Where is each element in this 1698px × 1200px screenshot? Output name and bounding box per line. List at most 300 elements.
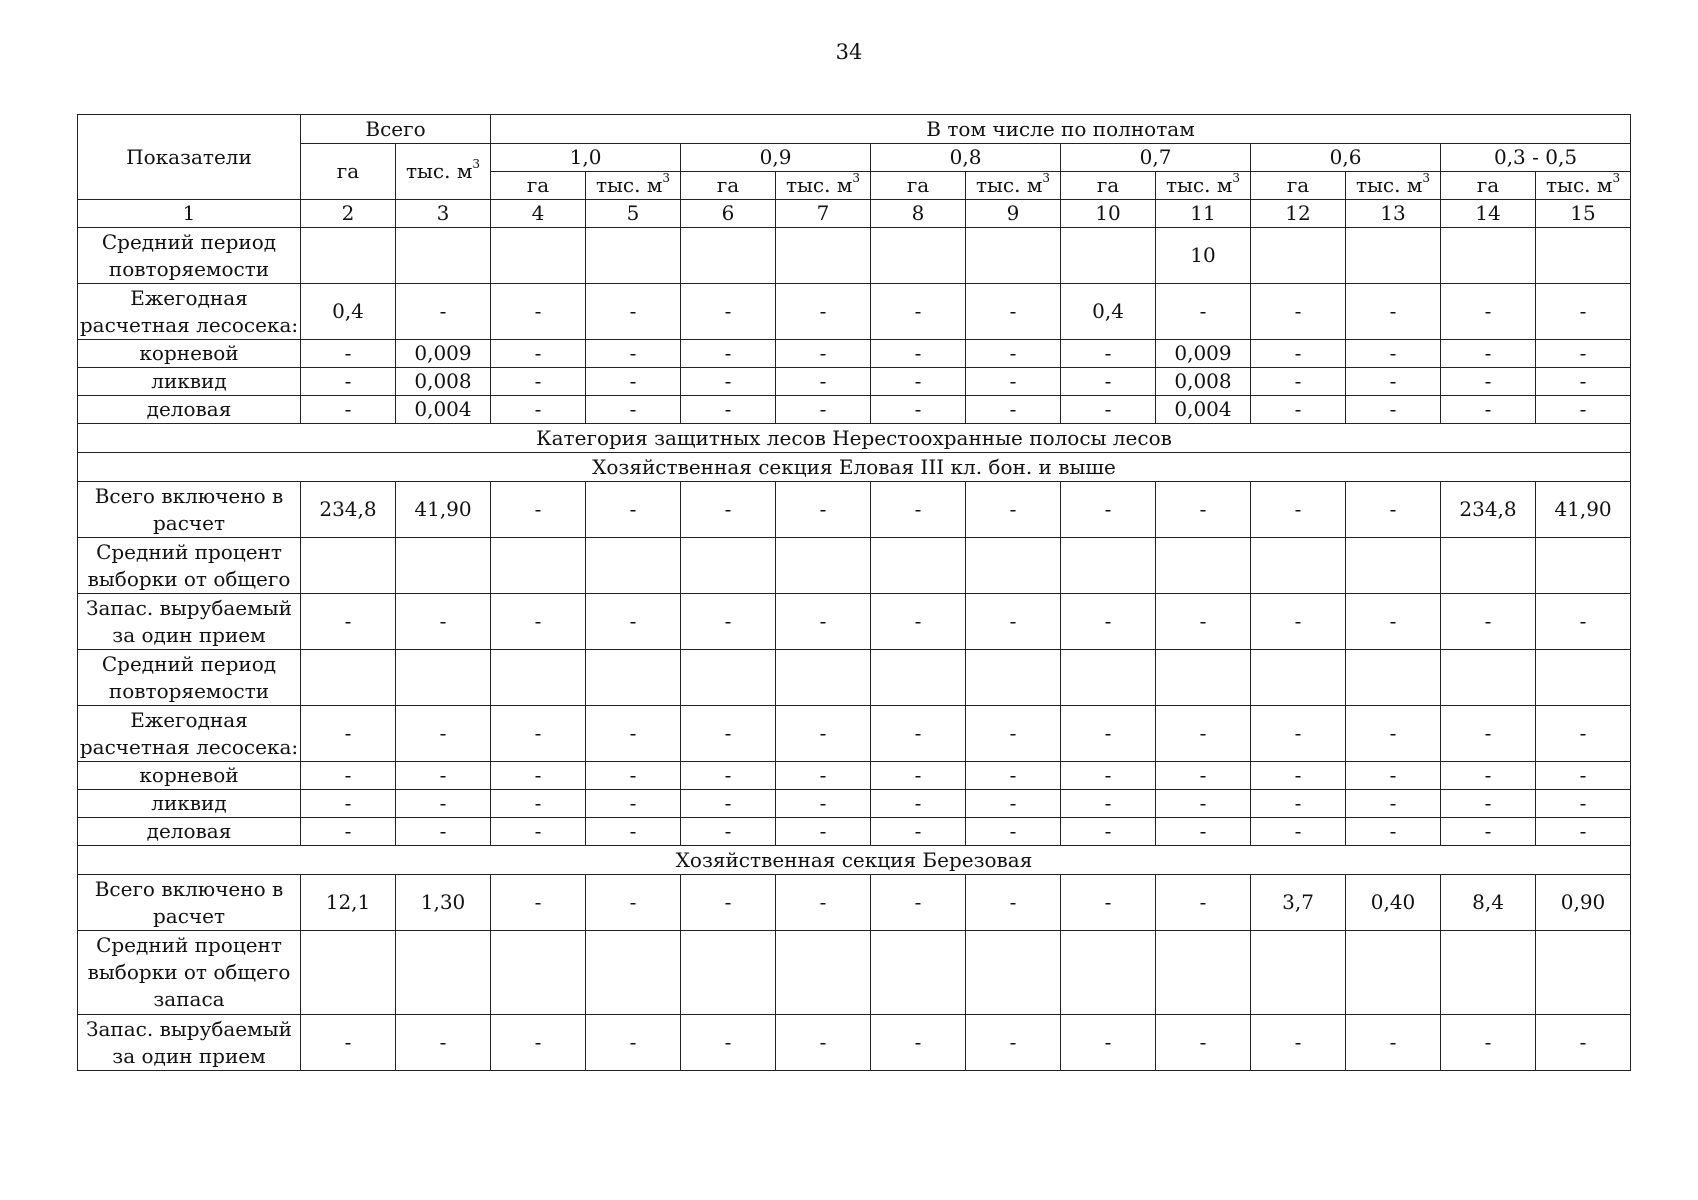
- table-cell: [1346, 931, 1441, 1015]
- table-cell: -: [871, 368, 966, 396]
- table-cell: -: [1251, 818, 1346, 846]
- table-cell: -: [776, 340, 871, 368]
- column-number: 2: [301, 200, 396, 228]
- table-cell: -: [776, 482, 871, 538]
- table-cell: -: [966, 594, 1061, 650]
- table-cell: -: [301, 1015, 396, 1071]
- table-cell: [586, 538, 681, 594]
- table-cell: -: [1536, 368, 1631, 396]
- table-cell: 234,8: [301, 482, 396, 538]
- table-cell: 1,30: [396, 875, 491, 931]
- header-total-ha: га: [301, 144, 396, 200]
- column-number: 11: [1156, 200, 1251, 228]
- table-cell: -: [966, 482, 1061, 538]
- row-label: Всего включено в расчет: [78, 482, 301, 538]
- header-density-ha: га: [1061, 172, 1156, 200]
- table-cell: -: [491, 594, 586, 650]
- table-cell: -: [491, 396, 586, 424]
- table-cell: -: [1251, 706, 1346, 762]
- table-cell: [871, 931, 966, 1015]
- table-cell: -: [301, 396, 396, 424]
- table-cell: -: [301, 818, 396, 846]
- table-cell: -: [491, 762, 586, 790]
- table-cell: -: [1441, 368, 1536, 396]
- table-cell: -: [966, 818, 1061, 846]
- table-cell: -: [776, 706, 871, 762]
- table-cell: -: [1156, 706, 1251, 762]
- table-cell: -: [586, 818, 681, 846]
- column-number: 7: [776, 200, 871, 228]
- table-cell: -: [396, 790, 491, 818]
- table-cell: [1061, 228, 1156, 284]
- table-cell: -: [301, 594, 396, 650]
- table-cell: 0,4: [1061, 284, 1156, 340]
- section-header-row: [78, 453, 1631, 482]
- table-cell: -: [871, 284, 966, 340]
- table-cell: -: [586, 340, 681, 368]
- table-cell: -: [491, 706, 586, 762]
- table-cell: -: [301, 762, 396, 790]
- row-label: ликвид: [78, 790, 301, 818]
- header-density-thous: [966, 172, 1061, 200]
- table-cell: [1536, 931, 1631, 1015]
- row-label: Всего включено в расчет: [78, 875, 301, 931]
- table-cell: [1156, 931, 1251, 1015]
- table-cell: [966, 931, 1061, 1015]
- row-label: корневой: [78, 340, 301, 368]
- table-cell: -: [586, 790, 681, 818]
- unit-text: тыс. м: [1165, 173, 1233, 197]
- table-cell: [396, 931, 491, 1015]
- unit-sup: 3: [1232, 171, 1241, 186]
- table-cell: [491, 931, 586, 1015]
- table-cell: 41,90: [1536, 482, 1631, 538]
- table-cell: [871, 228, 966, 284]
- header-density-ha: га: [871, 172, 966, 200]
- table-cell: -: [1536, 790, 1631, 818]
- table-cell: -: [396, 762, 491, 790]
- column-number: 8: [871, 200, 966, 228]
- unit-text: тыс. м: [1545, 173, 1613, 197]
- table-cell: 0,90: [1536, 875, 1631, 931]
- table-row: [78, 284, 1631, 340]
- row-label: Средний период повторяемости: [78, 650, 301, 706]
- table-cell: -: [1346, 594, 1441, 650]
- table-cell: -: [681, 594, 776, 650]
- table-row: [78, 396, 1631, 424]
- unit-text: тыс. м: [1355, 173, 1423, 197]
- section-header-row: [78, 846, 1631, 875]
- table-cell: 234,8: [1441, 482, 1536, 538]
- table-cell: -: [1061, 762, 1156, 790]
- table-cell: 41,90: [396, 482, 491, 538]
- row-label: деловая: [78, 818, 301, 846]
- table-cell: [966, 228, 1061, 284]
- table-row: [78, 706, 1631, 762]
- unit-sup: 3: [1422, 171, 1431, 186]
- table-cell: [396, 650, 491, 706]
- table-cell: -: [1251, 368, 1346, 396]
- table-cell: -: [396, 706, 491, 762]
- table-cell: -: [966, 706, 1061, 762]
- table-cell: -: [1346, 368, 1441, 396]
- table-cell: 0,004: [1156, 396, 1251, 424]
- column-number: 15: [1536, 200, 1631, 228]
- table-row: [78, 818, 1631, 846]
- row-label: Средний период повторяемости: [78, 228, 301, 284]
- table-cell: [301, 650, 396, 706]
- unit-sup: 3: [1042, 171, 1051, 186]
- table-cell: -: [586, 762, 681, 790]
- table-cell: -: [586, 284, 681, 340]
- header-density-thous: [586, 172, 681, 200]
- table-cell: -: [681, 875, 776, 931]
- table-cell: -: [871, 594, 966, 650]
- table-cell: -: [871, 1015, 966, 1071]
- table-cell: -: [1536, 818, 1631, 846]
- table-cell: [966, 538, 1061, 594]
- row-label: Запас. вырубаемый за один прием: [78, 1015, 301, 1071]
- row-label: Ежегодная расчетная лесосека:: [78, 706, 301, 762]
- table-cell: -: [1346, 706, 1441, 762]
- table-cell: -: [776, 396, 871, 424]
- table-cell: -: [966, 875, 1061, 931]
- table-cell: -: [776, 368, 871, 396]
- table-cell: [1061, 931, 1156, 1015]
- table-cell: [1441, 538, 1536, 594]
- table-cell: -: [1346, 1015, 1441, 1071]
- table-cell: [681, 538, 776, 594]
- table-cell: -: [681, 1015, 776, 1071]
- table-cell: 0,008: [396, 368, 491, 396]
- table-cell: -: [776, 762, 871, 790]
- table-row: [78, 340, 1631, 368]
- table-cell: -: [1251, 284, 1346, 340]
- table-cell: -: [491, 875, 586, 931]
- table-cell: -: [301, 790, 396, 818]
- column-number: 10: [1061, 200, 1156, 228]
- table-cell: -: [1251, 762, 1346, 790]
- table-cell: [1156, 538, 1251, 594]
- column-number: 5: [586, 200, 681, 228]
- header-density: 0,7: [1061, 144, 1251, 172]
- table-cell: -: [1346, 762, 1441, 790]
- table-row: [78, 538, 1631, 594]
- table-cell: -: [1156, 482, 1251, 538]
- table-cell: [491, 650, 586, 706]
- table-cell: -: [491, 1015, 586, 1071]
- header-row-2: [78, 144, 1631, 172]
- table-cell: -: [776, 284, 871, 340]
- table-cell: -: [491, 482, 586, 538]
- header-density-thous: [1346, 172, 1441, 200]
- table-row: [78, 762, 1631, 790]
- table-cell: -: [586, 594, 681, 650]
- table-cell: -: [871, 790, 966, 818]
- table-cell: -: [586, 1015, 681, 1071]
- header-density-thous: [1536, 172, 1631, 200]
- table-cell: -: [1346, 396, 1441, 424]
- table-cell: [1251, 931, 1346, 1015]
- table-cell: [776, 228, 871, 284]
- table-cell: -: [1346, 482, 1441, 538]
- table-cell: [1061, 538, 1156, 594]
- table-cell: -: [681, 790, 776, 818]
- table-cell: -: [1251, 594, 1346, 650]
- table-cell: -: [491, 340, 586, 368]
- table-cell: [681, 650, 776, 706]
- column-number: 9: [966, 200, 1061, 228]
- table-cell: [776, 650, 871, 706]
- table-cell: -: [1441, 818, 1536, 846]
- table-cell: -: [491, 818, 586, 846]
- table-cell: -: [1061, 368, 1156, 396]
- header-total-thous: [396, 144, 491, 200]
- table-cell: -: [396, 594, 491, 650]
- table-cell: -: [1536, 706, 1631, 762]
- table-cell: -: [1061, 396, 1156, 424]
- table-cell: -: [1156, 594, 1251, 650]
- table-cell: [1346, 650, 1441, 706]
- table-cell: [1251, 538, 1346, 594]
- unit-text: тыс. м: [405, 159, 473, 183]
- row-label: Средний процент выборки от общего запаса: [78, 931, 301, 1015]
- row-label: Запас. вырубаемый за один прием: [78, 594, 301, 650]
- table-cell: -: [1441, 762, 1536, 790]
- table-cell: -: [966, 340, 1061, 368]
- unit-sup: 3: [852, 171, 861, 186]
- table-cell: [586, 650, 681, 706]
- table-cell: -: [871, 875, 966, 931]
- header-by-density: В том числе по полнотам: [491, 115, 1631, 144]
- table-cell: -: [1536, 396, 1631, 424]
- table-cell: [776, 538, 871, 594]
- table-cell: -: [966, 396, 1061, 424]
- table-cell: [1156, 650, 1251, 706]
- table-cell: [396, 228, 491, 284]
- row-label: Ежегодная расчетная лесосека:: [78, 284, 301, 340]
- table-cell: -: [1441, 396, 1536, 424]
- column-number: 3: [396, 200, 491, 228]
- column-number: 14: [1441, 200, 1536, 228]
- column-number-row: [78, 200, 1631, 228]
- unit-text: тыс. м: [785, 173, 853, 197]
- table-cell: [396, 538, 491, 594]
- table-cell: -: [1441, 340, 1536, 368]
- table-cell: -: [586, 482, 681, 538]
- table-cell: -: [1441, 790, 1536, 818]
- header-density: 0,3 - 0,5: [1441, 144, 1631, 172]
- row-label: ликвид: [78, 368, 301, 396]
- table-cell: -: [491, 284, 586, 340]
- row-label: деловая: [78, 396, 301, 424]
- table-cell: -: [1346, 790, 1441, 818]
- table-cell: [966, 650, 1061, 706]
- section-title: Категория защитных лесов Нерестоохранные полосы лесов: [78, 424, 1631, 453]
- header-density: 0,9: [681, 144, 871, 172]
- section-title: Хозяйственная секция Еловая III кл. бон. и выше: [78, 453, 1631, 482]
- table-cell: -: [776, 1015, 871, 1071]
- table-cell: -: [1536, 340, 1631, 368]
- table-cell: -: [776, 818, 871, 846]
- table-cell: 8,4: [1441, 875, 1536, 931]
- table-cell: -: [1061, 790, 1156, 818]
- unit-sup: 3: [1612, 171, 1621, 186]
- table-cell: 3,7: [1251, 875, 1346, 931]
- table-cell: [491, 228, 586, 284]
- table-row: [78, 594, 1631, 650]
- table-cell: -: [871, 396, 966, 424]
- table-cell: 0,40: [1346, 875, 1441, 931]
- table-cell: -: [681, 818, 776, 846]
- header-density-thous: [776, 172, 871, 200]
- table-cell: -: [1061, 482, 1156, 538]
- table-cell: 0,008: [1156, 368, 1251, 396]
- table-cell: [1536, 650, 1631, 706]
- table-cell: 12,1: [301, 875, 396, 931]
- table-cell: [871, 538, 966, 594]
- table-cell: [491, 538, 586, 594]
- table-cell: -: [491, 368, 586, 396]
- section-title: Хозяйственная секция Березовая: [78, 846, 1631, 875]
- table-cell: -: [1441, 1015, 1536, 1071]
- table-cell: [301, 931, 396, 1015]
- table-cell: [1536, 538, 1631, 594]
- table-row: [78, 875, 1631, 931]
- table-cell: -: [491, 790, 586, 818]
- table-cell: -: [1346, 818, 1441, 846]
- table-cell: -: [586, 396, 681, 424]
- table-cell: [871, 650, 966, 706]
- table-cell: -: [1061, 340, 1156, 368]
- table-cell: 0,004: [396, 396, 491, 424]
- table-cell: -: [776, 594, 871, 650]
- table-cell: -: [1441, 594, 1536, 650]
- table-cell: -: [1441, 706, 1536, 762]
- table-cell: -: [1251, 1015, 1346, 1071]
- table-row: [78, 650, 1631, 706]
- header-density-ha: га: [1251, 172, 1346, 200]
- table-row: [78, 228, 1631, 284]
- table-cell: -: [1061, 706, 1156, 762]
- table-cell: [1346, 538, 1441, 594]
- table-cell: -: [871, 762, 966, 790]
- table-cell: -: [966, 368, 1061, 396]
- unit-text: тыс. м: [975, 173, 1043, 197]
- unit-text: тыс. м: [595, 173, 663, 197]
- table-cell: -: [301, 340, 396, 368]
- table-cell: -: [776, 875, 871, 931]
- table-cell: -: [301, 368, 396, 396]
- table-cell: -: [396, 818, 491, 846]
- column-number: 13: [1346, 200, 1441, 228]
- table-cell: -: [1156, 1015, 1251, 1071]
- table-cell: -: [586, 706, 681, 762]
- table-cell: [1061, 650, 1156, 706]
- table-cell: -: [1251, 790, 1346, 818]
- column-number: 4: [491, 200, 586, 228]
- header-density-ha: га: [681, 172, 776, 200]
- table-cell: -: [1156, 284, 1251, 340]
- table-cell: [1441, 228, 1536, 284]
- column-number: 12: [1251, 200, 1346, 228]
- table-cell: -: [1346, 284, 1441, 340]
- column-number: 6: [681, 200, 776, 228]
- unit-sup: 3: [662, 171, 671, 186]
- table-cell: [1441, 931, 1536, 1015]
- table-cell: -: [681, 396, 776, 424]
- table-cell: -: [966, 790, 1061, 818]
- table-cell: [681, 931, 776, 1015]
- table-cell: [681, 228, 776, 284]
- table-cell: -: [1536, 284, 1631, 340]
- forest-data-table: [77, 114, 1631, 1071]
- table-cell: -: [681, 706, 776, 762]
- table-cell: [1346, 228, 1441, 284]
- header-indicators: Показатели: [78, 115, 301, 200]
- table-cell: [1251, 228, 1346, 284]
- table-cell: [586, 228, 681, 284]
- header-density-ha: га: [491, 172, 586, 200]
- table-cell: 0,009: [396, 340, 491, 368]
- table-cell: -: [681, 482, 776, 538]
- table-row: [78, 790, 1631, 818]
- table-cell: -: [1536, 1015, 1631, 1071]
- column-number: 1: [78, 200, 301, 228]
- table-cell: -: [1156, 875, 1251, 931]
- unit-sup: 3: [472, 157, 481, 172]
- section-header-row: [78, 424, 1631, 453]
- table-cell: -: [681, 368, 776, 396]
- table-row: [78, 482, 1631, 538]
- table-cell: -: [396, 1015, 491, 1071]
- table-cell: -: [966, 762, 1061, 790]
- table-cell: -: [1251, 482, 1346, 538]
- table-cell: -: [1156, 818, 1251, 846]
- table-cell: -: [1536, 762, 1631, 790]
- table-cell: [1251, 650, 1346, 706]
- table-cell: [586, 931, 681, 1015]
- table-cell: -: [1251, 340, 1346, 368]
- header-density-thous: [1156, 172, 1251, 200]
- table-cell: -: [1156, 790, 1251, 818]
- header-density: 1,0: [491, 144, 681, 172]
- page-number: 34: [835, 40, 863, 64]
- table-row: [78, 931, 1631, 1015]
- table-cell: 0,009: [1156, 340, 1251, 368]
- table-cell: -: [1536, 594, 1631, 650]
- table-row: [78, 368, 1631, 396]
- table-cell: -: [586, 875, 681, 931]
- table-cell: -: [1156, 762, 1251, 790]
- row-label: Средний процент выборки от общего: [78, 538, 301, 594]
- table-cell: -: [681, 762, 776, 790]
- table-cell: -: [871, 482, 966, 538]
- table-cell: 0,4: [301, 284, 396, 340]
- table-cell: -: [1251, 396, 1346, 424]
- table-cell: [301, 228, 396, 284]
- table-cell: -: [396, 284, 491, 340]
- table-cell: -: [966, 1015, 1061, 1071]
- table-cell: [1441, 650, 1536, 706]
- header-density: 0,6: [1251, 144, 1441, 172]
- table-cell: -: [681, 284, 776, 340]
- table-cell: [1536, 228, 1631, 284]
- table-cell: -: [1061, 875, 1156, 931]
- table-cell: [776, 931, 871, 1015]
- table-cell: -: [1061, 594, 1156, 650]
- table-cell: -: [586, 368, 681, 396]
